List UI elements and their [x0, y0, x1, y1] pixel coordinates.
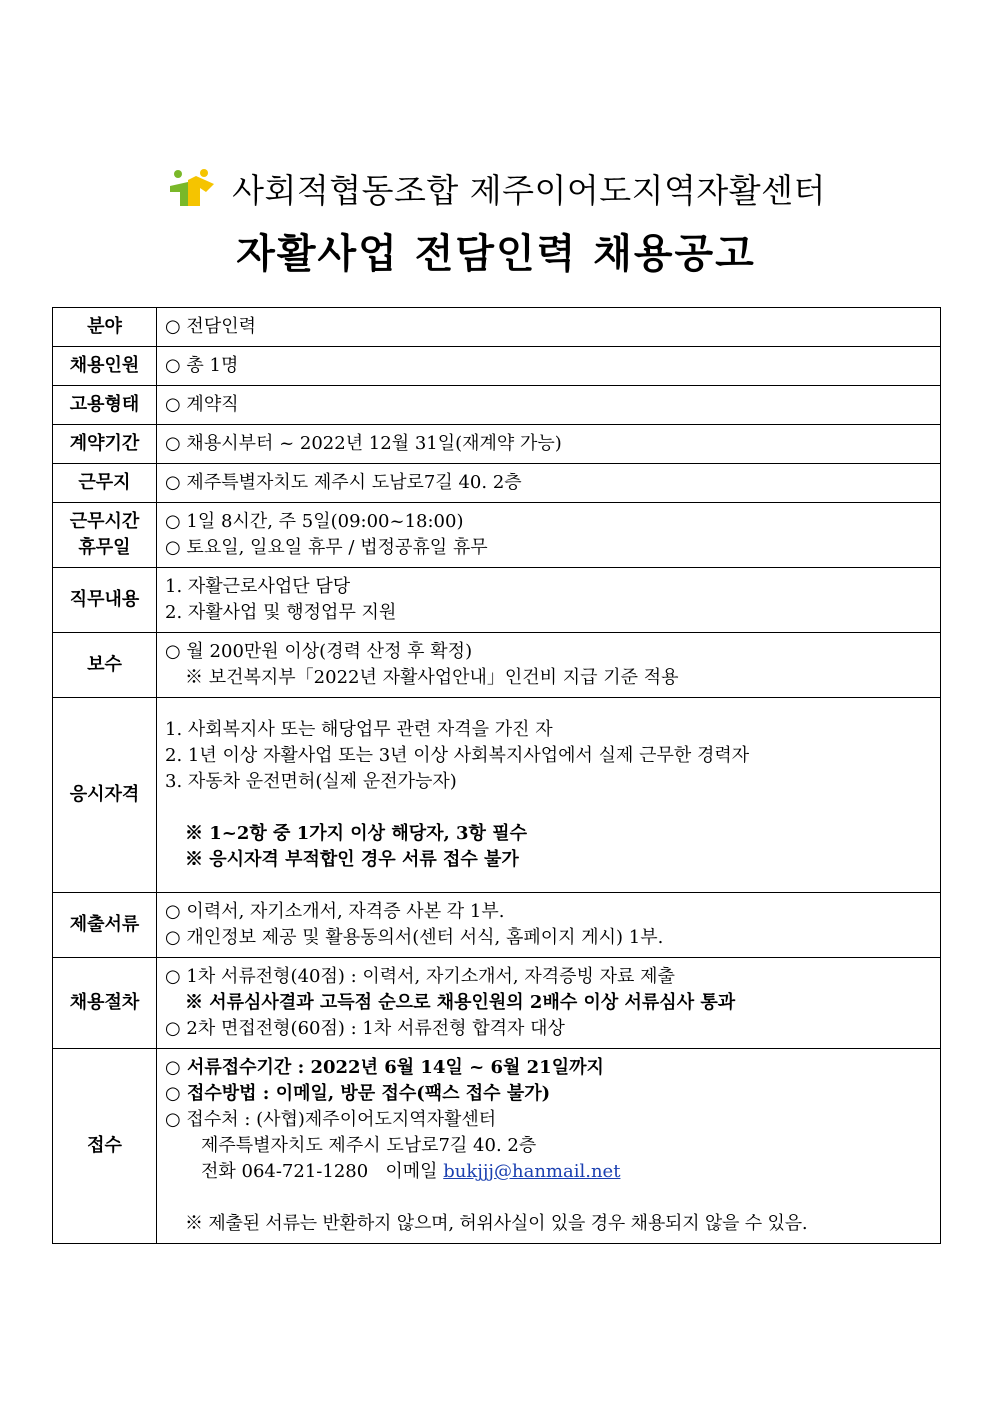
table-row-submission [53, 1049, 941, 1244]
row-label [53, 503, 157, 568]
row-content [157, 425, 941, 464]
contact-phone: 전화 064-721-1280 이메일 [201, 1161, 444, 1182]
holiday-value: ○ 토요일, 일요일 휴무 / 법정공휴일 휴무 [165, 537, 488, 558]
row-content [157, 503, 941, 568]
row-label: 보수 [53, 633, 157, 698]
table-row-salary [53, 633, 941, 698]
row-label: 채용절차 [53, 958, 157, 1049]
contract-period-value: ○ 채용시부터 ~ 2022년 12월 31일(재계약 가능) [165, 433, 562, 454]
row-content [157, 698, 941, 893]
work-hours-label: 근무시간 [69, 511, 140, 532]
document-item: ○ 이력서, 자기소개서, 자격증 사본 각 1부. [165, 901, 505, 922]
submission-place: ○ 접수처 : (사협)제주이어도지역자활센터 [165, 1109, 497, 1130]
work-hours-value: ○ 1일 8시간, 주 5일(09:00~18:00) [165, 511, 464, 532]
qualification-note: ※ 응시자격 부적합인 경우 서류 접수 불가 [185, 849, 519, 870]
duty-item: 2. 자활사업 및 행정업무 지원 [165, 602, 397, 623]
table-row-headcount [53, 347, 941, 386]
table-row-workplace [53, 464, 941, 503]
row-label: 제출서류 [53, 893, 157, 958]
qualification-note: ※ 1~2항 중 1가지 이상 해당자, 3항 필수 [185, 823, 527, 844]
spacer [165, 795, 932, 821]
table-row-duties [53, 568, 941, 633]
row-content [157, 308, 941, 347]
submission-method: ○ 접수방법 : 이메일, 방문 접수(팩스 접수 불가) [165, 1083, 551, 1104]
email-link[interactable]: bukjjj@hanmail.net [443, 1161, 621, 1182]
row-content [157, 958, 941, 1049]
procedure-step: ○ 2차 면접전형(60점) : 1차 서류전형 합격자 대상 [165, 1018, 565, 1039]
holiday-label: 휴무일 [78, 537, 131, 558]
workplace-value: ○ 제주특별자치도 제주시 도남로7길 40. 2층 [165, 472, 522, 493]
duty-item: 1. 자활근로사업단 담당 [165, 576, 351, 597]
page-title: 자활사업 전담인력 채용공고 [236, 231, 756, 277]
org-logo-icon [166, 166, 218, 210]
row-content [157, 893, 941, 958]
table-row-documents [53, 893, 941, 958]
org-header [0, 162, 992, 214]
procedure-step: ○ 1차 서류전형(40점) : 이력서, 자기소개서, 자격증빙 자료 제출 [165, 966, 675, 987]
table-row-work-hours [53, 503, 941, 568]
spacer [165, 1185, 932, 1211]
recruitment-table [52, 307, 941, 1244]
row-label: 직무내용 [53, 568, 157, 633]
qualification-item: 2. 1년 이상 자활사업 또는 3년 이상 사회복지사업에서 실제 근무한 경력자 [165, 745, 750, 766]
submission-address: 제주특별자치도 제주시 도남로7길 40. 2층 [201, 1135, 537, 1156]
row-label: 고용형태 [53, 386, 157, 425]
submission-note: ※ 제출된 서류는 반환하지 않으며, 허위사실이 있을 경우 채용되지 않을 수 있음. [185, 1213, 808, 1234]
document-item: ○ 개인정보 제공 및 활용동의서(센터 서식, 홈페이지 게시) 1부. [165, 927, 664, 948]
field-value: ○ 전담인력 [165, 316, 256, 337]
row-content [157, 347, 941, 386]
row-content [157, 464, 941, 503]
row-content [157, 568, 941, 633]
salary-value: ○ 월 200만원 이상(경력 산정 후 확정) [165, 641, 473, 662]
submission-period: ○ 서류접수기간 : 2022년 6월 14일 ~ 6월 21일까지 [165, 1057, 604, 1078]
table-row-employment-type [53, 386, 941, 425]
table-row-contract-period [53, 425, 941, 464]
row-content [157, 633, 941, 698]
table-row-field [53, 308, 941, 347]
procedure-note: ※ 서류심사결과 고득점 순으로 채용인원의 2배수 이상 서류심사 통과 [185, 992, 736, 1013]
row-label: 응시자격 [53, 698, 157, 893]
salary-note: ※ 보건복지부「2022년 자활사업안내」인건비 지급 기준 적용 [185, 667, 679, 688]
row-label: 채용인원 [53, 347, 157, 386]
qualification-item: 3. 자동차 운전면허(실제 운전가능자) [165, 771, 457, 792]
qualification-item: 1. 사회복지사 또는 해당업무 관련 자격을 가진 자 [165, 719, 553, 740]
row-label: 계약기간 [53, 425, 157, 464]
headcount-value: ○ 총 1명 [165, 355, 239, 376]
employment-type-value: ○ 계약직 [165, 394, 239, 415]
row-label: 분야 [53, 308, 157, 347]
table-row-procedure [53, 958, 941, 1049]
row-label: 접수 [53, 1049, 157, 1244]
table-row-qualifications [53, 698, 941, 893]
row-content [157, 386, 941, 425]
org-name: 사회적협동조합 제주이어도지역자활센터 [232, 170, 826, 210]
row-label: 근무지 [53, 464, 157, 503]
submission-contact [165, 1159, 932, 1185]
row-content [157, 1049, 941, 1244]
